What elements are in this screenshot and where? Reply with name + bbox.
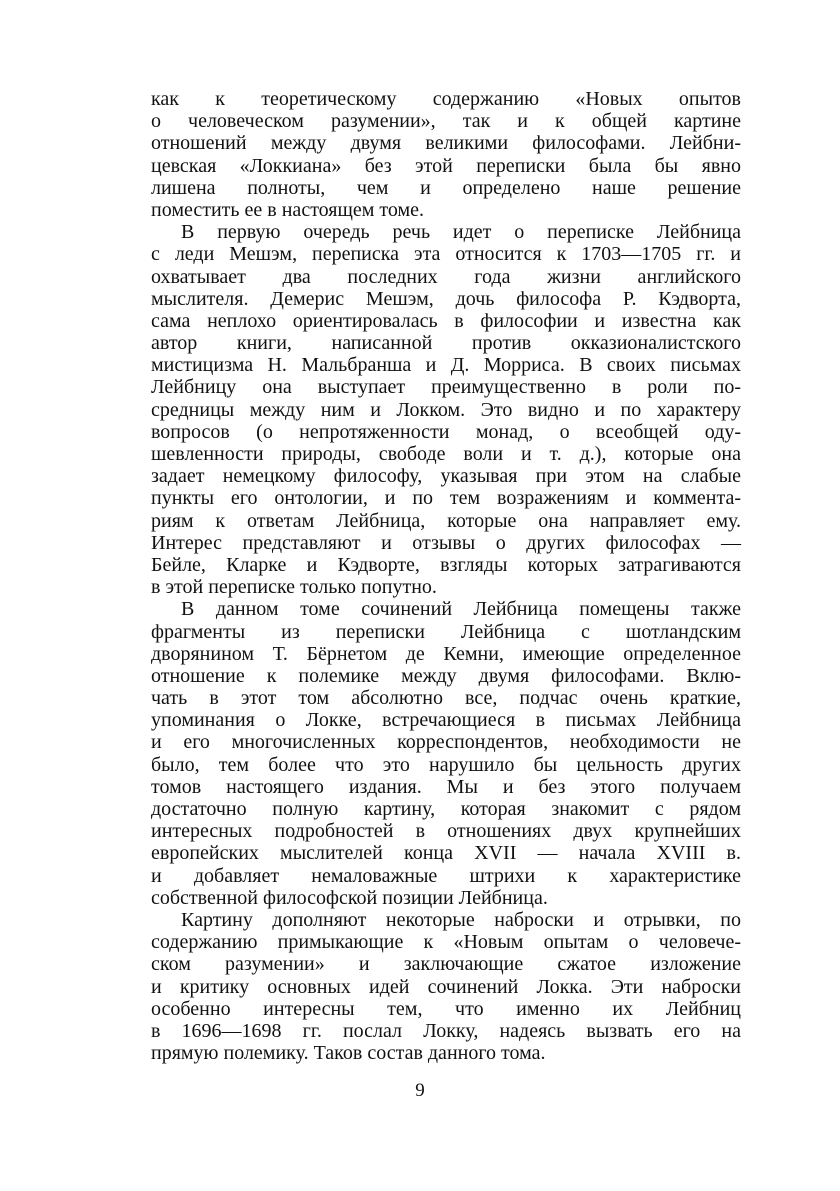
text-line: прямую полемику. Таков состав данного тома. <box>151 1042 546 1065</box>
paragraph <box>151 88 741 221</box>
text-line: отношение к полемике между двумя философами. Вклю- <box>151 664 741 687</box>
paragraph <box>151 221 741 598</box>
text-line: мистицизма Н. Мальбранша и Д. Морриса. В своих письмах <box>151 354 741 377</box>
text-line: задает немецкому философу, указывая при этом на слабые <box>151 465 741 488</box>
text-line: интересных подробностей в отношениях двух крупнейших <box>151 820 741 843</box>
text-line: отношений между двумя великими философами. Лейбни- <box>151 132 741 155</box>
text-line: Бейле, Кларке и Кэдворте, взгляды которых затрагиваются <box>151 553 741 576</box>
text-line: Картину дополняют некоторые наброски и отрывки, по <box>181 908 741 931</box>
text-line: средницы между ним и Локком. Это видно и по характеру <box>151 398 741 421</box>
text-line: поместить ее в настоящем томе. <box>151 198 425 221</box>
text-line: и его многочисленных корреспондентов, необходимости не <box>151 731 741 754</box>
text-line: шевленности природы, свободе воли и т. д.), которые она <box>151 443 741 465</box>
text-line: в этой переписке только попутно. <box>151 576 437 599</box>
text-line: В первую очередь речь идет о переписке Лейбница <box>181 221 741 244</box>
paragraph <box>151 598 741 909</box>
text-line: европейских мыслителей конца XVII — начала XVIII в. <box>151 842 741 865</box>
text-line: В данном томе сочинений Лейбница помещены также <box>181 598 741 621</box>
text-line: дворянином Т. Бёрнетом де Кемни, имеющие определенное <box>151 642 741 665</box>
text-line: было, тем более что это нарушило бы цельность других <box>151 753 741 776</box>
page-number: 9 <box>415 1080 425 1101</box>
text-line: и добавляет немаловажные штрихи к характеристике <box>151 864 741 887</box>
text-line: охватывает два последних года жизни английского <box>151 265 741 288</box>
text-line: особенно интересны тем, что именно их Лейбниц <box>151 997 741 1020</box>
text-line: риям к ответам Лейбница, которые она направляет ему. <box>151 509 741 532</box>
text-line: мыслителя. Демерис Мешэм, дочь философа Р. Кэдворта, <box>151 287 741 310</box>
text-line: фрагменты из переписки Лейбница с шотландским <box>151 620 741 643</box>
text-line: цевская «Локкиана» без этой переписки была бы явно <box>151 154 741 177</box>
text-line: упоминания о Локке, встречающиеся в письмах Лейбница <box>151 709 741 732</box>
text-line: в 1696—1698 гг. послал Локку, надеясь вызвать его на <box>151 1019 741 1042</box>
text-line: Лейбницу она выступает преимущественно в роли по- <box>151 376 741 399</box>
paragraph <box>151 909 741 1064</box>
page-text-block <box>151 88 741 1064</box>
text-line: о человеческом разумении», так и к общей картине <box>151 110 741 133</box>
text-line: томов настоящего издания. Мы и без этого получаем <box>151 775 741 798</box>
text-line: содержанию примыкающие к «Новым опытам о человече- <box>151 931 741 954</box>
text-line: собственной философской позиции Лейбница. <box>151 886 548 909</box>
text-line: достаточно полную картину, которая знакомит с рядом <box>151 798 741 820</box>
text-line: как к теоретическому содержанию «Новых опытов <box>151 88 741 110</box>
text-line: вопросов (о непротяженности монад, о всеобщей оду- <box>151 420 741 443</box>
text-line: пункты его онтологии, и по тем возражениям и коммента- <box>151 487 741 510</box>
text-line: с леди Мешэм, переписка эта относится к 1703—1705 гг. и <box>151 243 741 266</box>
text-line: и критику основных идей сочинений Локка. Эти наброски <box>151 975 741 998</box>
text-line: лишена полноты, чем и определено наше решение <box>151 176 741 199</box>
text-line: автор книги, написанной против окказионалистского <box>151 332 741 355</box>
text-line: ском разумении» и заключающие сжатое изложение <box>151 953 741 976</box>
text-line: Интерес представляют и отзывы о других философах — <box>151 531 741 554</box>
text-line: сама неплохо ориентировалась в философии и известна как <box>151 309 741 332</box>
text-line: чать в этот том абсолютно все, подчас очень краткие, <box>151 687 741 710</box>
